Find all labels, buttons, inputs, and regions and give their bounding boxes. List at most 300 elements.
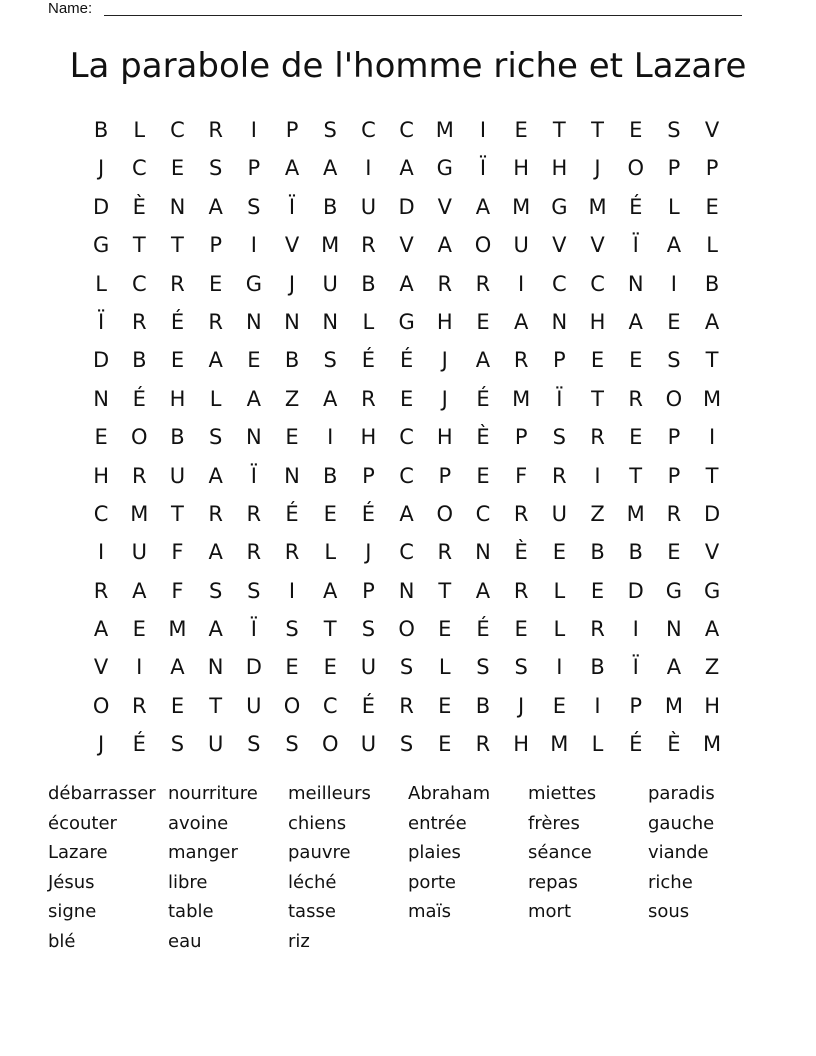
grid-cell[interactable]: J — [594, 156, 601, 181]
grid-cell[interactable]: T — [171, 233, 184, 258]
grid-cell[interactable]: H — [169, 386, 186, 411]
grid-cell[interactable]: U — [513, 233, 529, 258]
grid-cell[interactable]: P — [629, 693, 643, 718]
grid-cell[interactable]: S — [247, 578, 261, 603]
grid-cell[interactable]: M — [664, 693, 683, 718]
grid-cell[interactable]: H — [513, 732, 530, 757]
grid-cell[interactable]: E — [132, 617, 146, 642]
grid-cell[interactable]: R — [208, 118, 223, 142]
grid-cell[interactable]: R — [628, 386, 644, 411]
grid-cell[interactable]: H — [360, 425, 377, 450]
grid-cell[interactable]: G — [703, 578, 721, 603]
grid-cell[interactable]: I — [250, 233, 257, 258]
grid-cell[interactable]: A — [704, 617, 720, 642]
grid-cell[interactable]: F — [515, 463, 528, 488]
grid-cell[interactable]: M — [512, 194, 531, 219]
grid-cell[interactable]: U — [131, 540, 147, 565]
grid-cell[interactable]: I — [136, 655, 143, 680]
grid-cell[interactable]: R — [131, 463, 147, 488]
grid-cell[interactable]: T — [629, 463, 643, 488]
grid-cell[interactable]: R — [513, 348, 529, 373]
word-list-item: tasse — [288, 901, 336, 923]
grid-cell[interactable]: O — [398, 617, 415, 642]
grid-cell[interactable]: R — [246, 540, 262, 565]
grid-cell[interactable]: V — [399, 233, 414, 258]
grid-cell[interactable]: A — [323, 156, 338, 181]
grid-cell[interactable]: A — [208, 348, 223, 373]
grid-cell[interactable]: S — [361, 617, 376, 642]
grid-cell[interactable]: I — [632, 617, 639, 642]
grid-cell[interactable]: B — [590, 655, 605, 680]
grid-cell[interactable]: S — [285, 732, 299, 757]
grid-cell[interactable]: G — [551, 194, 568, 219]
grid-cell[interactable]: É — [170, 309, 185, 334]
grid-cell[interactable]: D — [245, 655, 262, 680]
grid-cell[interactable]: I — [594, 463, 601, 488]
grid-cell[interactable]: U — [360, 194, 377, 219]
grid-cell[interactable]: N — [93, 386, 109, 411]
grid-cell[interactable]: É — [285, 501, 299, 526]
grid-cell[interactable]: P — [705, 156, 719, 181]
grid-cell[interactable]: E — [323, 655, 337, 680]
grid-cell[interactable]: S — [247, 732, 261, 757]
grid-cell[interactable]: E — [399, 386, 414, 411]
grid-cell[interactable]: E — [438, 693, 452, 718]
grid-cell[interactable]: R — [170, 271, 185, 296]
grid-cell[interactable]: D — [627, 578, 644, 603]
grid-cell[interactable]: A — [170, 655, 185, 680]
grid-row — [82, 648, 732, 686]
grid-cell[interactable]: B — [323, 194, 338, 219]
grid-cell[interactable]: N — [284, 309, 300, 334]
grid-cell[interactable]: C — [590, 271, 605, 296]
grid-cell[interactable]: L — [324, 540, 337, 565]
grid-cell[interactable]: M — [321, 233, 340, 258]
grid-cell[interactable]: R — [131, 693, 147, 718]
grid-cell[interactable]: A — [208, 194, 223, 219]
grid-cell[interactable]: E — [170, 693, 185, 718]
grid-cell[interactable]: S — [170, 732, 185, 757]
grid-cell[interactable]: E — [476, 309, 490, 334]
grid-cell[interactable]: I — [594, 693, 601, 718]
grid-cell[interactable]: V — [93, 655, 109, 680]
grid-cell[interactable]: H — [436, 309, 453, 334]
grid-cell[interactable]: Z — [704, 655, 720, 680]
grid-cell[interactable]: G — [245, 271, 262, 296]
grid-cell[interactable]: Ï — [288, 194, 296, 219]
grid-cell[interactable]: È — [514, 540, 528, 565]
grid-cell[interactable]: C — [131, 271, 147, 296]
grid-cell[interactable]: S — [514, 655, 528, 680]
grid-cell[interactable]: O — [92, 693, 110, 718]
grid-cell[interactable]: M — [703, 732, 722, 757]
grid-cell[interactable]: O — [131, 425, 148, 450]
grid-cell[interactable]: A — [399, 501, 414, 526]
grid-cell[interactable]: N — [245, 309, 262, 334]
grid-cell[interactable]: S — [476, 655, 490, 680]
grid-cell[interactable]: Z — [590, 501, 605, 526]
grid-cell[interactable]: Ï — [250, 617, 257, 642]
grid-cell[interactable]: V — [552, 233, 567, 258]
grid-cell[interactable]: P — [362, 463, 375, 488]
grid-cell[interactable]: M — [626, 501, 645, 526]
grid-cell[interactable]: N — [322, 309, 339, 334]
grid-cell[interactable]: A — [323, 578, 338, 603]
grid-cell[interactable]: S — [285, 617, 299, 642]
grid-cell[interactable]: P — [667, 463, 681, 488]
grid-row — [82, 610, 732, 648]
grid-cell[interactable]: E — [629, 118, 643, 142]
grid-cell[interactable]: G — [92, 233, 110, 258]
grid-cell[interactable]: È — [132, 194, 146, 219]
grid-cell[interactable]: R — [437, 540, 453, 565]
grid-cell[interactable]: N — [551, 309, 568, 334]
grid-cell[interactable]: J — [97, 732, 105, 757]
grid-cell[interactable]: E — [590, 578, 605, 603]
grid-cell[interactable]: J — [441, 348, 448, 373]
grid-cell[interactable]: U — [169, 463, 186, 488]
grid-cell[interactable]: R — [246, 501, 262, 526]
grid-cell[interactable]: R — [666, 501, 682, 526]
grid-cell[interactable]: U — [246, 693, 262, 718]
grid-cell[interactable]: E — [590, 348, 605, 373]
grid-cell[interactable]: N — [284, 463, 300, 488]
grid-cell[interactable]: R — [93, 578, 109, 603]
grid-cell[interactable]: S — [323, 118, 337, 142]
grid-cell[interactable]: B — [590, 540, 605, 565]
grid-cell[interactable]: L — [668, 194, 680, 219]
grid-cell[interactable]: A — [628, 309, 643, 334]
grid-cell[interactable]: P — [209, 233, 222, 258]
grid-cell[interactable]: D — [398, 194, 415, 219]
grid-cell[interactable]: R — [208, 309, 223, 334]
grid-cell[interactable]: B — [361, 271, 376, 296]
grid-cell[interactable]: H — [93, 463, 109, 488]
grid-cell[interactable]: O — [665, 386, 683, 411]
grid-cell[interactable]: P — [553, 348, 566, 373]
grid-cell[interactable]: E — [476, 463, 490, 488]
grid-cell[interactable]: R — [513, 501, 529, 526]
grid-cell[interactable]: E — [629, 348, 643, 373]
grid-cell[interactable]: C — [322, 693, 338, 718]
grid-cell[interactable]: É — [361, 348, 376, 373]
grid-cell[interactable]: B — [284, 348, 300, 373]
grid-cell[interactable]: P — [514, 425, 528, 450]
grid-cell[interactable]: S — [323, 348, 337, 373]
grid-cell[interactable]: O — [627, 156, 644, 181]
grid-cell[interactable]: E — [438, 617, 452, 642]
grid-cell[interactable]: O — [283, 693, 301, 718]
grid-cell[interactable]: T — [705, 463, 719, 488]
grid-cell[interactable]: M — [550, 732, 569, 757]
grid-cell[interactable]: C — [170, 118, 185, 142]
grid-cell[interactable]: J — [518, 693, 525, 718]
grid-cell[interactable]: V — [704, 540, 720, 565]
grid-cell[interactable]: Ï — [632, 233, 639, 258]
grid-cell[interactable]: G — [398, 309, 415, 334]
grid-cell[interactable]: A — [704, 309, 720, 334]
grid-cell[interactable]: E — [323, 501, 337, 526]
grid-cell[interactable]: G — [436, 156, 453, 181]
grid-cell[interactable]: L — [133, 118, 146, 142]
grid-cell[interactable]: J — [365, 540, 372, 565]
grid-cell[interactable]: E — [285, 655, 299, 680]
grid-row — [82, 495, 732, 533]
grid-cell[interactable]: N — [169, 194, 186, 219]
grid-cell[interactable]: C — [399, 425, 414, 450]
grid-cell[interactable]: É — [629, 732, 643, 757]
grid-cell[interactable]: T — [438, 578, 452, 603]
grid-cell[interactable]: J — [441, 386, 448, 411]
grid-cell[interactable]: N — [666, 617, 682, 642]
grid-cell[interactable]: G — [665, 578, 683, 603]
grid-cell[interactable]: S — [208, 156, 223, 181]
grid-cell[interactable]: H — [704, 693, 720, 718]
grid-cell[interactable]: L — [95, 271, 107, 296]
grid-cell[interactable]: C — [93, 501, 109, 526]
grid-cell[interactable]: I — [479, 118, 487, 142]
grid-cell[interactable]: Ï — [556, 386, 563, 411]
grid-cell[interactable]: M — [512, 386, 531, 411]
grid-cell[interactable]: É — [132, 386, 146, 411]
grid-cell[interactable]: E — [170, 348, 185, 373]
grid-cell[interactable]: E — [514, 617, 528, 642]
grid-cell[interactable]: J — [288, 271, 296, 296]
grid-cell[interactable]: E — [247, 348, 261, 373]
grid-cell[interactable]: E — [552, 693, 566, 718]
grid-cell[interactable]: M — [588, 194, 607, 219]
grid-cell[interactable]: H — [551, 156, 568, 181]
grid-cell[interactable]: E — [514, 118, 528, 142]
grid-cell[interactable]: A — [666, 233, 682, 258]
grid-cell[interactable]: S — [552, 425, 567, 450]
grid-cell[interactable]: U — [551, 501, 568, 526]
grid-cell[interactable]: N — [245, 425, 262, 450]
grid-cell[interactable]: O — [474, 233, 492, 258]
grid-cell[interactable]: B — [93, 118, 109, 142]
grid-cell[interactable]: E — [667, 540, 681, 565]
grid-cell[interactable]: A — [208, 617, 223, 642]
grid-cell[interactable]: B — [323, 463, 338, 488]
grid-cell[interactable]: I — [327, 425, 334, 450]
grid-cell[interactable]: H — [513, 156, 530, 181]
grid-cell[interactable]: P — [438, 463, 452, 488]
grid-cell[interactable]: C — [475, 501, 491, 526]
grid-cell[interactable]: C — [399, 540, 414, 565]
grid-cell[interactable]: A — [475, 348, 491, 373]
name-field — [48, 0, 742, 17]
grid-cell[interactable]: R — [284, 540, 300, 565]
grid-cell[interactable]: L — [438, 655, 451, 680]
grid-cell[interactable]: N — [398, 578, 415, 603]
grid-cell[interactable]: U — [322, 271, 338, 296]
grid-cell[interactable]: Ï — [97, 309, 105, 334]
grid-cell[interactable]: D — [93, 194, 110, 219]
grid-cell[interactable]: E — [285, 425, 299, 450]
grid-cell[interactable]: R — [475, 271, 491, 296]
grid-cell[interactable]: M — [168, 617, 187, 642]
grid-cell[interactable]: P — [285, 118, 299, 142]
grid-cell[interactable]: T — [171, 501, 184, 526]
grid-cell[interactable]: R — [475, 732, 491, 757]
grid-cell[interactable]: T — [591, 386, 604, 411]
grid-cell[interactable]: S — [667, 118, 681, 142]
grid-cell[interactable]: I — [670, 271, 677, 296]
grid-cell[interactable]: A — [437, 233, 452, 258]
grid-cell[interactable]: U — [360, 655, 377, 680]
grid-cell[interactable]: É — [132, 732, 146, 757]
grid-cell[interactable]: U — [207, 732, 224, 757]
grid-cell[interactable]: R — [552, 463, 567, 488]
grid-cell[interactable]: J — [97, 156, 105, 181]
word-list-item: paradis — [648, 783, 715, 804]
grid-cell[interactable]: R — [590, 617, 605, 642]
grid-cell[interactable]: Ï — [250, 463, 257, 488]
grid-cell[interactable]: P — [362, 578, 375, 603]
grid-cell[interactable]: E — [629, 425, 643, 450]
grid-cell[interactable]: B — [475, 693, 491, 718]
grid-cell[interactable]: P — [667, 156, 681, 181]
word-list-item: Lazare — [48, 842, 108, 864]
grid-cell[interactable]: M — [435, 118, 454, 142]
grid-cell[interactable]: C — [552, 271, 567, 296]
grid-cell[interactable]: T — [132, 233, 146, 258]
grid-cell[interactable]: I — [556, 655, 563, 680]
grid-cell[interactable]: B — [170, 425, 185, 450]
grid-cell[interactable]: É — [476, 386, 490, 411]
grid-cell[interactable]: T — [552, 118, 566, 142]
grid-cell[interactable]: E — [209, 271, 223, 296]
grid-cell[interactable]: R — [131, 309, 147, 334]
grid-cell[interactable]: P — [247, 156, 261, 181]
grid-cell[interactable]: A — [399, 156, 414, 181]
grid-cell[interactable]: E — [94, 425, 108, 450]
grid-cell[interactable]: B — [704, 271, 720, 296]
grid-cell[interactable]: A — [284, 156, 300, 181]
grid-cell[interactable]: S — [667, 348, 681, 373]
grid-cell[interactable]: B — [132, 348, 147, 373]
grid-cell[interactable]: A — [132, 578, 147, 603]
grid-cell[interactable]: A — [475, 194, 491, 219]
grid-cell[interactable]: I — [288, 578, 296, 603]
grid-cell[interactable]: I — [708, 425, 716, 450]
grid-cell[interactable]: M — [130, 501, 149, 526]
grid-cell[interactable]: S — [208, 425, 223, 450]
grid-cell[interactable]: I — [365, 156, 372, 181]
grid-cell[interactable]: A — [399, 271, 414, 296]
grid-cell[interactable]: L — [553, 617, 566, 642]
grid-cell[interactable]: N — [627, 271, 644, 296]
grid-cell[interactable]: R — [590, 425, 605, 450]
grid-cell[interactable]: I — [518, 271, 525, 296]
grid-cell[interactable]: V — [437, 194, 452, 219]
grid-cell[interactable]: N — [475, 540, 491, 565]
grid-cell[interactable]: L — [362, 309, 375, 334]
grid-cell[interactable]: B — [628, 540, 643, 565]
grid-cell[interactable]: Z — [284, 386, 300, 411]
grid-cell[interactable]: E — [438, 732, 452, 757]
grid-cell[interactable]: T — [705, 348, 719, 373]
grid-cell[interactable]: I — [250, 118, 257, 142]
grid-cell[interactable]: U — [360, 732, 377, 757]
grid-cell[interactable]: S — [399, 732, 414, 757]
grid-cell[interactable]: A — [666, 655, 682, 680]
grid-cell[interactable]: V — [590, 233, 605, 258]
grid-cell[interactable]: É — [399, 348, 414, 373]
grid-cell[interactable]: S — [208, 578, 223, 603]
grid-cell[interactable]: A — [475, 578, 491, 603]
grid-cell[interactable]: S — [247, 194, 261, 219]
grid-cell[interactable]: A — [246, 386, 262, 411]
grid-cell[interactable]: I — [97, 540, 105, 565]
grid-cell[interactable]: H — [589, 309, 606, 334]
word-list-item: maïs — [408, 901, 451, 923]
grid-cell[interactable]: C — [131, 156, 147, 181]
grid-cell[interactable]: E — [667, 309, 681, 334]
grid-cell[interactable]: R — [361, 233, 376, 258]
grid-cell[interactable]: D — [704, 501, 721, 526]
grid-cell[interactable]: R — [513, 578, 529, 603]
grid-cell[interactable]: P — [667, 425, 681, 450]
grid-cell[interactable]: N — [207, 655, 224, 680]
grid-cell[interactable]: F — [171, 578, 184, 603]
grid-cell[interactable]: E — [552, 540, 566, 565]
grid-cell[interactable]: É — [361, 501, 376, 526]
grid-cell[interactable]: R — [361, 386, 376, 411]
grid-cell[interactable]: A — [323, 386, 338, 411]
grid-cell[interactable]: È — [476, 425, 490, 450]
grid-cell[interactable]: V — [704, 118, 720, 142]
grid-cell[interactable]: A — [513, 309, 529, 334]
grid-cell[interactable]: C — [399, 463, 414, 488]
grid-cell[interactable]: Ï — [479, 156, 487, 181]
grid-cell[interactable]: É — [629, 194, 643, 219]
grid-cell[interactable]: R — [399, 693, 414, 718]
grid-cell[interactable]: É — [476, 617, 490, 642]
grid-cell[interactable]: E — [170, 156, 185, 181]
grid-cell[interactable]: L — [591, 732, 604, 757]
grid-cell[interactable]: T — [323, 617, 337, 642]
grid-cell[interactable]: O — [436, 501, 454, 526]
grid-cell[interactable]: C — [399, 118, 414, 142]
grid-cell[interactable]: S — [399, 655, 414, 680]
grid-cell[interactable]: F — [171, 540, 184, 565]
grid-cell[interactable]: V — [284, 233, 300, 258]
grid-cell[interactable]: T — [591, 118, 604, 142]
grid-cell[interactable]: C — [361, 118, 376, 142]
word-list-item: entrée — [408, 812, 467, 834]
grid-cell[interactable]: L — [706, 233, 718, 258]
name-blank-line[interactable] — [104, 15, 742, 16]
grid-cell[interactable]: A — [93, 617, 109, 642]
grid-cell[interactable]: E — [705, 194, 719, 219]
grid-cell[interactable]: D — [93, 348, 110, 373]
grid-cell[interactable]: M — [703, 386, 722, 411]
grid-cell[interactable]: Ï — [632, 655, 639, 680]
grid-cell[interactable]: H — [436, 425, 453, 450]
word-list-item: riz — [288, 930, 310, 952]
grid-cell[interactable]: É — [361, 693, 376, 718]
grid-cell[interactable]: T — [209, 693, 223, 718]
grid-cell[interactable]: A — [208, 540, 223, 565]
grid-cell[interactable]: L — [553, 578, 566, 603]
grid-cell[interactable]: È — [667, 732, 681, 757]
grid-cell[interactable]: R — [208, 501, 223, 526]
grid-cell[interactable]: A — [208, 463, 223, 488]
grid-cell[interactable]: L — [209, 386, 222, 411]
grid-cell[interactable]: R — [437, 271, 453, 296]
grid-cell[interactable]: O — [321, 732, 339, 757]
